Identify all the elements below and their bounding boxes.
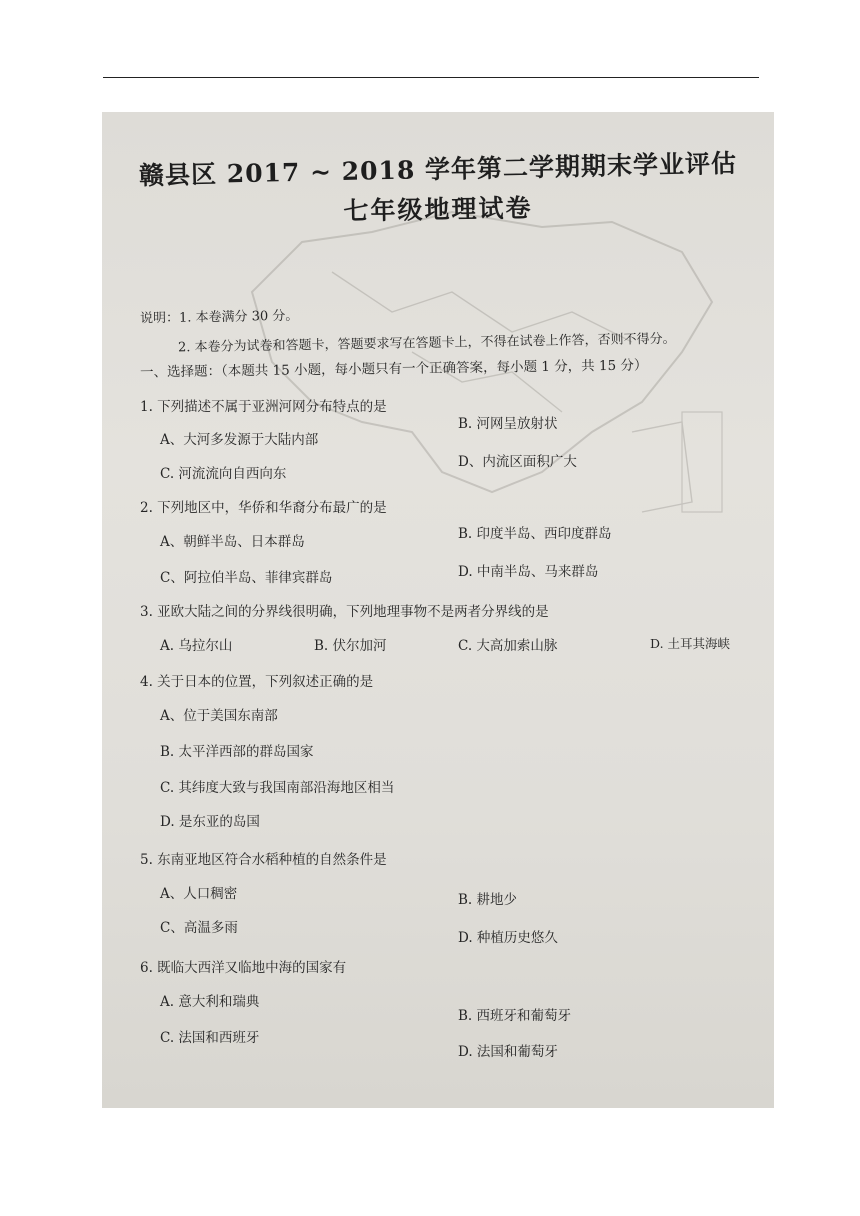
q5-option-c: C、高温多雨 (160, 920, 238, 936)
q5-option-b: B. 耕地少 (458, 892, 518, 908)
q1-option-c: C. 河流流向自西向东 (160, 466, 287, 482)
section-heading: 一、选择题：（本题共 15 小题，每小题只有一个正确答案，每小题 1 分，共 15 分） (139, 357, 648, 381)
q6-option-d: D. 法国和葡萄牙 (458, 1044, 558, 1060)
q1-option-a: A、大河多发源于大陆内部 (160, 432, 319, 448)
q2-option-a: A、朝鲜半岛、日本群岛 (160, 534, 305, 550)
q3-option-a: A. 乌拉尔山 (160, 638, 233, 654)
q1-option-b: B. 河网呈放射状 (458, 416, 558, 432)
exam-title: 赣县区 2017 ~ 2018 学年第二学期期末学业评估 (138, 148, 738, 191)
note-2: 2. 本卷分为试卷和答题卡，答题要求写在答题卡上，不得在试卷上作答，否则不得分。 (177, 331, 676, 356)
q2-option-d: D. 中南半岛、马来群岛 (458, 564, 599, 580)
q3-option-d: D. 土耳其海峡 (650, 636, 731, 651)
q6-option-b: B. 西班牙和葡萄牙 (458, 1008, 572, 1024)
scanned-exam-photo (102, 112, 774, 1108)
q2-option-b: B. 印度半岛、西印度群岛 (458, 526, 612, 542)
q4-option-c: C. 其纬度大致与我国南部沿海地区相当 (160, 780, 395, 796)
question-5-stem: 5. 东南亚地区符合水稻种植的自然条件是 (140, 852, 387, 868)
top-rule (103, 77, 759, 78)
question-1-stem: 1. 下列描述不属于亚洲河网分布特点的是 (140, 399, 387, 415)
q3-option-b: B. 伏尔加河 (314, 638, 387, 654)
q1-option-d: D、内流区面积广大 (458, 454, 577, 470)
question-6-stem: 6. 既临大西洋又临地中海的国家有 (140, 960, 347, 976)
q6-option-a: A. 意大利和瑞典 (160, 994, 260, 1010)
q5-option-d: D. 种植历史悠久 (458, 930, 558, 946)
q3-option-c: C. 大高加索山脉 (458, 638, 558, 654)
q6-option-c: C. 法国和西班牙 (160, 1030, 260, 1046)
q4-option-a: A、位于美国东南部 (160, 708, 278, 724)
q5-option-a: A、人口稠密 (160, 886, 238, 902)
exam-subtitle: 七年级地理试卷 (343, 193, 533, 226)
question-3-stem: 3. 亚欧大陆之间的分界线很明确，下列地理事物不是两者分界线的是 (140, 604, 549, 620)
q2-option-c: C、阿拉伯半岛、菲律宾群岛 (160, 570, 333, 586)
q4-option-b: B. 太平洋西部的群岛国家 (160, 744, 314, 760)
question-2-stem: 2. 下列地区中，华侨和华裔分布最广的是 (140, 500, 387, 516)
q4-option-d: D. 是东亚的岛国 (160, 814, 260, 830)
note-1: 说明：1. 本卷满分 30 分。 (139, 308, 299, 327)
question-4-stem: 4. 关于日本的位置，下列叙述正确的是 (140, 674, 374, 690)
